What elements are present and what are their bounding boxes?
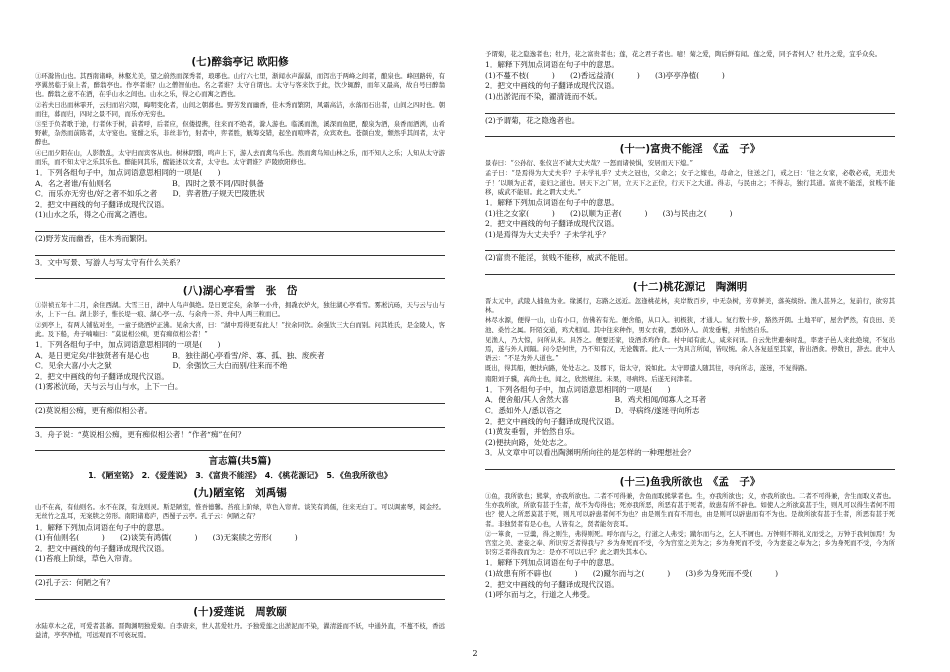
question-option: A．便舍船/其人舍然大喜 B．鸡犬相闻/闻寡人之耳者 xyxy=(485,395,707,405)
question: (1)往之女家( ) (2)以顺为正者( ) (3)与民由之( ) xyxy=(485,208,733,218)
question: (1)出淤泥而不染，濯清涟而不妖。 xyxy=(485,91,603,101)
passage-paragraph: ①崇祯五年十二月，余住西湖。大雪三日，湖中人鸟声俱绝。是日更定矣，余拏一小舟，拥毳衣炉火，独往湖心亭看雪。雾凇沆砀，天与云与山与水，上下一白。湖上影子，惟长堤一痕、湖心亭一点、与余舟一芥、舟中人两三粒而已。 xyxy=(35,301,445,319)
question: (1)不蔓不枝( ) (2)香远益清( ) (3)亭亭净植( ) xyxy=(485,70,725,80)
passage-paragraph: ②一箪食，一豆羹，得之则生，弗得则死。呼尔而与之，行道之人弗受；蹴尔而与之，乞人不屑也。万钟则不辩礼义而受之，万钟于我何加焉！为宫室之美、妻妾之奉、所识穷乏者得我与？乡为身死而不受，今为宫室之美为之；乡为身死而不受，今为妻妾之奉为之；乡为身死而不受，今为所识穷乏者得我而为之：是亦不可以已乎？此之谓失其本心。 xyxy=(485,529,895,557)
question: 2．把文中画线的句子翻译成现代汉语。 xyxy=(35,543,169,553)
section-title-yuwosuoyuye: (十三)鱼我所欲也 《孟 子》 xyxy=(619,475,761,488)
answer-line[interactable] xyxy=(35,417,445,428)
question: (1)雾凇沆砀，天与云与山与水，上下一白。 xyxy=(35,382,183,392)
question: (1)呼尔而与之，行道之人弗受。 xyxy=(485,590,595,600)
passage-paragraph: 孟子曰：“是焉得为大丈夫乎？子未学礼乎？丈夫之冠也，父命之；女子之嫁也，母命之，往送之门，戒之曰：‘往之女家，必敬必戒，无违夫子！’以顺为正者，妾妇之道也。居天下之广居，立天下之正位，行天下之大道。得志，与民由之；不得志，独行其道。富贵不能淫，贫贱不能移，威武不能屈。此之谓大丈夫。” xyxy=(485,169,895,196)
answer-line[interactable] xyxy=(485,264,895,275)
section-title-huxinting: (八)湖心亭看雪 张 岱 xyxy=(182,285,298,298)
question: 3．舟子说：“莫说相公痴，更有痴似相公者！”作者“痴”在何？ xyxy=(35,429,246,439)
question: 1．解释下列加点词语在句子中的意思。 xyxy=(485,558,619,568)
question: 2．把文中画线的句子翻译成现代汉语。 xyxy=(485,81,619,91)
section-title-ailianshuo: (十)爱莲说 周敦颐 xyxy=(193,605,287,618)
answer-line[interactable] xyxy=(35,221,445,232)
passage-paragraph: 景春曰：“公孙衍、张仪岂不诚大丈夫哉？一怒而诸侯惧，安居而天下熄。” xyxy=(485,159,693,168)
question: 3．文中写景、写游人与写太守有什么关系？ xyxy=(35,257,185,267)
question: 2．把文中画线的句子翻译成现代汉语。 xyxy=(485,219,619,229)
answer-line[interactable] xyxy=(485,459,895,470)
question: 1．下列各组句子中，加点词语意思相同的一项是( ) xyxy=(35,340,221,349)
question: 1．解释下列加点词语在句子中的意思。 xyxy=(35,522,169,532)
question-option: A．是日更定矣/非独贤者有是心也 B．独往湖心亭看雪/斧、寡、孤、独、废疾者 xyxy=(35,350,325,360)
passage-paragraph: ①环滁皆山也。其西南诸峰，林壑尤美，望之蔚然而深秀者，琅琊也。山行六七里，渐闻水声潺潺，而泻出于两峰之间者，酿泉也。峰回路转，有亭翼然临于泉上者，醉翁亭也。作亭者谁？山之僧智仙也。名之者谁？太守自谓也。太守与客来饮于此，饮少辄醉，而年又最高，故自号曰醉翁也。醉翁之意不在酒，在乎山水之间也。山水之乐，得之心而寓之酒也。 xyxy=(35,72,445,99)
question: 2．把文中画线的句子翻译成现代汉语。 xyxy=(485,416,619,426)
question: (2)富贵不能淫，贫贱不能移，威武不能屈。 xyxy=(485,253,633,263)
question: (1)有仙则名( ) (2)谈笑有鸿儒( ) (3)无案牍之劳形( ) xyxy=(35,533,298,543)
answer-line[interactable] xyxy=(35,268,445,279)
left-column xyxy=(35,50,445,641)
question-option: C．见余大喜/小大之狱 D．余强饮三大白而别/往来而不绝 xyxy=(35,361,288,371)
question: (2)便扶向路，处处志之。 xyxy=(485,437,572,447)
question: 1．解释下列加点词语在句子中的意思。 xyxy=(485,60,619,70)
answer-line[interactable] xyxy=(485,103,895,114)
question: (1)是焉得为大丈夫乎？子未学礼乎？ xyxy=(485,229,610,239)
question: (2)野芳发而幽香，佳木秀而繁阴。 xyxy=(35,234,153,243)
right-column xyxy=(485,50,895,601)
passage-paragraph: 林尽水源，便得一山，山有小口，仿佛若有光。便舍船，从口入。初极狭，才通人。复行数十步，豁然开朗。土地平旷，屋舍俨然，有良田、美池、桑竹之属。阡陌交通，鸡犬相闻。其中往来种作，男女衣着，悉如外人。黄发垂髫，并怡然自乐。 xyxy=(485,316,895,334)
passage-paragraph: 南阳刘子骥，高尚士也，闻之，欣然规往。未果，寻病终。后遂无问津者。 xyxy=(485,374,696,383)
question: 2．把文中画线的句子翻译成现代汉语。 xyxy=(35,199,169,209)
passage-paragraph: ①鱼，我所欲也；熊掌，亦我所欲也。二者不可得兼，舍鱼而取熊掌者也。生，亦我所欲也；义，亦我所欲也。二者不可得兼，舍生而取义者也。生亦我所欲，所欲有甚于生者，故不为苟得也；死亦我所恶，所恶有甚于死者，故患有所不辟也。如使人之所欲莫甚于生，则凡可以得生者何不用也？使人之所恶莫甚于死，则凡可以辟患者何不为也？由是则生而有不用也，由是则可以辟患而有不为也。是故所欲有甚于生者，所恶有甚于死者。非独贤者有是心也，人皆有之，贤者能勿丧耳。 xyxy=(485,491,895,528)
passage-paragraph: ②若夫日出而林霏开，云归而岩穴暝，晦明变化者，山间之朝暮也。野芳发而幽香，佳木秀而繁阴，风霜高洁，水落而石出者，山间之四时也。朝而往，暮而归，四时之景不同，而乐亦无穷也。 xyxy=(35,100,445,118)
text-list: 1．《陋室铭》 2．《爱莲说》 3．《富贵不能淫》 4．《桃花源记》 5．《鱼我所欲也》 xyxy=(88,471,392,481)
question: 1．下列各组句子中，加点词语意思相同的一项是( ) xyxy=(35,168,221,178)
answer-line[interactable] xyxy=(35,565,445,576)
passage-paragraph: ③至于负者歌于途，行者休于树，前者呼，后者应，伛偻提携，往来而不绝者，滁人游也。临溪而渔，溪深而鱼肥，酿泉为酒，泉香而酒洌，山肴野蔌，杂然而前陈者，太守宴也。宴酣之乐，非丝非竹，射者中，弈者胜，觥筹交错，起坐而喧哗者，众宾欢也。苍颜白发，颓然乎其间者，太守醉也。 xyxy=(35,120,445,147)
answer-line[interactable] xyxy=(35,393,445,404)
question: 1．下列各组句子中，加点词语意思相同的一项是( ) xyxy=(485,384,671,394)
page-number: 2 xyxy=(472,649,478,658)
passage-paragraph: 既出，得其船，便扶向路，处处志之。及郡下，诣太守，说如此。太守即遣人随其往，寻向所志，遂迷，不复得路。 xyxy=(485,364,811,373)
section-title-taohuayuanji: (十二)桃花源记 陶渊明 xyxy=(632,280,748,293)
answer-line[interactable] xyxy=(485,126,895,137)
question: 1．解释下列加点词语在句子中的意思。 xyxy=(485,197,619,207)
question-option: A．名之者谁/有仙则名 B．四时之景不同/四时俱备 xyxy=(35,178,264,188)
passage-paragraph: 水陆草木之花，可爱者甚蕃。晋陶渊明独爱菊。自李唐来，世人甚爱牡丹。予独爱莲之出淤泥而不染，濯清涟而不妖，中通外直，不蔓不枝，香远益清，亭亭净植，可远观而不可亵玩焉。 xyxy=(35,621,445,639)
question: (2)莫说相公痴，更有痴似相公者。 xyxy=(35,405,153,415)
question: 2．把文中画线的句子翻译成现代汉语。 xyxy=(35,371,169,381)
passage-paragraph: 见渔人，乃大惊，问所从来。具答之。便要还家，设酒杀鸡作食。村中闻有此人，咸来问讯。自云先世避秦时乱，率妻子邑人来此绝境，不复出焉，遂与外人间隔。问今是何世，乃不知有汉，无论魏晋。此人一一为具言所闻，皆叹惋。余人各复延至其家，皆出酒食。停数日，辞去。此中人语云：“不足为外人道也。” xyxy=(485,335,895,363)
question-option: C．悉如外人/悉以咨之 D．寻病终/遂迷寻向所志 xyxy=(485,405,700,415)
section-title-zuiwengting: (七)醉翁亭记 欧阳修 xyxy=(191,56,289,68)
question: (2)予谓菊，花之隐逸者也。 xyxy=(485,115,580,125)
question: 3．从文章中可以看出陶渊明所向往的是怎样的一种理想社会？ xyxy=(485,448,695,458)
passage-paragraph: 晋太元中，武陵人捕鱼为业。缘溪行，忘路之远近。忽逢桃花林，夹岸数百步，中无杂树，芳草鲜美，落英缤纷。渔人甚异之，复前行，欲穷其林。 xyxy=(485,296,895,315)
answer-line[interactable] xyxy=(35,440,445,451)
passage-paragraph: ②到亭上，有两人铺毡对坐，一童子烧酒炉正沸。见余大喜，曰：“湖中焉得更有此人！”拉余同饮。余强饮三大白而别。问其姓氏，是金陵人，客此。及下船，舟子喃喃曰：“莫说相公痴，更有痴似相公者！” xyxy=(35,320,445,338)
section-title-loushiming: (九)陋室铭 刘禹锡 xyxy=(193,487,287,500)
question: (1)苔痕上阶绿，草色入帘青。 xyxy=(35,554,137,564)
question: 2．把文中画线的句子翻译成现代汉语。 xyxy=(485,579,619,589)
answer-line[interactable] xyxy=(35,589,445,600)
question: (1)故患有所不辟也( ) (2)蹴尔而与之( ) (3)乡为身死而不受( ) xyxy=(485,568,779,578)
passage-paragraph: 山不在高，有仙则名。水不在深，有龙则灵。斯是陋室，惟吾德馨。苔痕上阶绿，草色入帘青。谈笑有鸿儒，往来无白丁。可以调素琴，阅金经。无丝竹之乱耳，无案牍之劳形。南阳诸葛庐，西蜀子云亭。孔子云：何陋之有？ xyxy=(35,503,445,521)
question: (1)山水之乐，得之心而寓之酒也。 xyxy=(35,210,153,220)
answer-line[interactable] xyxy=(35,245,445,256)
category-heading: 言志篇(共5篇) xyxy=(208,456,272,468)
passage-paragraph: ④已而夕阳在山，人影散乱，太守归而宾客从也。树林阴翳，鸣声上下，游人去而禽鸟乐也。然而禽鸟知山林之乐，而不知人之乐；人知从太守游而乐，而不知太守之乐其乐也。醉能同其乐，醒能述以文者，太守也。太守谓谁？庐陵欧阳修也。 xyxy=(35,148,445,166)
question: (2)孔子云：何陋之有？ xyxy=(35,577,115,587)
question: (1)黄发垂髫，并怡然自乐。 xyxy=(485,427,580,437)
section-title-fuguibunengyin: (十一)富贵不能淫 《孟 子》 xyxy=(619,143,761,156)
question-option: C．而乐亦无穷也/好之者不如乐之者 D．弈者胜/子规天巴陵胜状 xyxy=(35,189,265,199)
passage-paragraph: 予谓菊，花之隐逸者也；牡丹，花之富贵者也；莲，花之君子者也。噫！菊之爱，陶后鲜有闻。莲之爱，同予者何人？牡丹之爱，宜乎众矣。 xyxy=(485,50,882,58)
answer-line[interactable] xyxy=(485,240,895,251)
